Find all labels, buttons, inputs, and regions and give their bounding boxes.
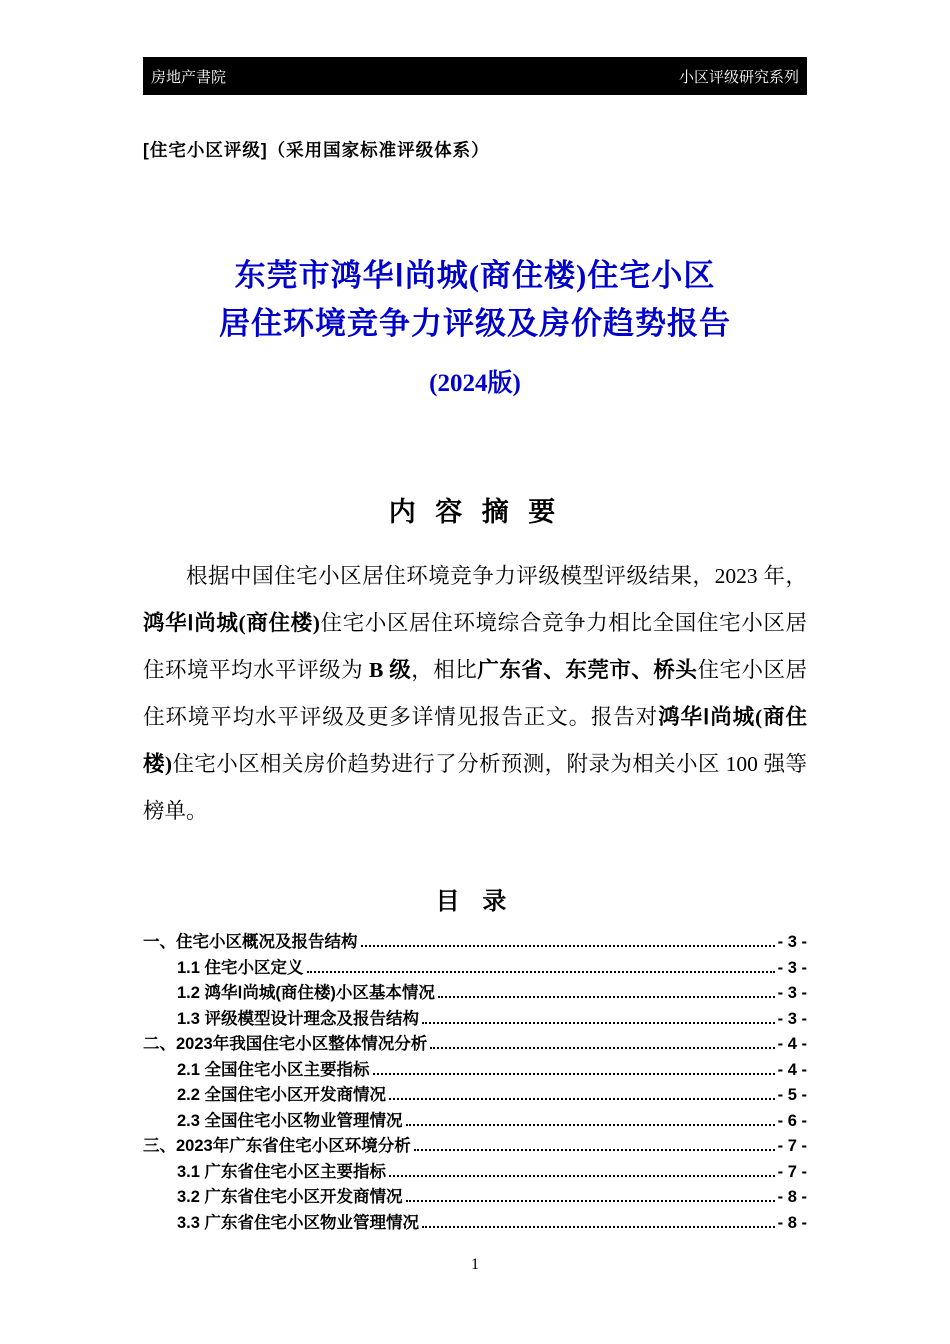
toc-entry-page: - 6 - xyxy=(777,1111,807,1130)
toc-entry-page: - 7 - xyxy=(777,1162,807,1181)
report-title-line-1: 东莞市鸿华Ⅰ尚城(商住楼)住宅小区 xyxy=(234,258,716,293)
toc-dot-leader xyxy=(361,945,775,947)
toc-dot-leader xyxy=(422,1226,775,1228)
toc-dot-leader xyxy=(307,971,775,973)
report-title-edition: (2024版) xyxy=(429,370,521,397)
toc-entry-page: - 7 - xyxy=(777,1137,807,1155)
toc-list xyxy=(143,930,807,1236)
page-header-bar xyxy=(143,57,807,95)
header-left-text: 房地产書院 xyxy=(151,68,227,86)
toc-dot-leader xyxy=(389,1098,775,1100)
toc-entry-label: 2.3 全国住宅小区物业管理情况 xyxy=(177,1111,403,1130)
toc-entry-label: 3.2 广东省住宅小区开发商情况 xyxy=(177,1188,403,1206)
summary-heading: 内 容 摘 要 xyxy=(388,497,562,527)
summary-paragraph: 根据中国住宅小区居住环境竞争力评级模型评级结果，2023 年，鸿华Ⅰ尚城(商住楼)住宅小区居住环境综合竞争力相比全国住宅小区居住环境平均水平评级为 B 级，相比广东省、东莞市、桥头住宅小区居住环境平均水平评级及更多详情见报告正文。报告对鸿华Ⅰ尚城(商住楼)住宅小区相关房价趋势进行了分析预测，附录为相关小区 100 强等榜单。 xyxy=(143,564,807,823)
toc-dot-leader xyxy=(373,1073,775,1075)
toc-entry[interactable] xyxy=(143,1160,807,1186)
toc-dot-leader xyxy=(438,996,775,998)
toc-entry[interactable] xyxy=(143,1007,807,1033)
toc-entry-label: 2.2 全国住宅小区开发商情况 xyxy=(177,1086,387,1104)
toc-heading: 目 录 xyxy=(435,888,515,915)
toc-entry-label: 3.1 广东省住宅小区主要指标 xyxy=(177,1162,387,1181)
toc-entry-page: - 4 - xyxy=(777,1060,807,1079)
toc-entry-page: - 3 - xyxy=(777,984,807,1002)
toc-entry[interactable] xyxy=(143,1134,807,1160)
toc-entry-page: - 3 - xyxy=(777,933,807,951)
toc-entry-page: - 8 - xyxy=(777,1188,807,1206)
toc-entry-label: 一、住宅小区概况及报告结构 xyxy=(143,933,358,951)
page-number-footer: 1 xyxy=(471,1256,479,1273)
toc-entry[interactable] xyxy=(143,1058,807,1084)
toc-entry-page: - 8 - xyxy=(777,1213,807,1232)
toc-dot-leader xyxy=(430,1047,774,1049)
toc-entry[interactable] xyxy=(143,1211,807,1237)
toc-entry[interactable] xyxy=(143,1083,807,1109)
toc-entry[interactable] xyxy=(143,1185,807,1211)
toc-entry[interactable] xyxy=(143,1032,807,1058)
report-title-block xyxy=(143,252,807,404)
toc-dot-leader xyxy=(406,1200,775,1202)
toc-dot-leader xyxy=(422,1022,775,1024)
toc-dot-leader xyxy=(389,1175,775,1177)
toc-entry-page: - 3 - xyxy=(777,958,807,977)
toc-entry-label: 1.2 鸿华Ⅰ尚城(商住楼)小区基本情况 xyxy=(177,984,435,1002)
toc-entry-label: 1.3 评级模型设计理念及报告结构 xyxy=(177,1009,420,1028)
toc-entry-label: 三、2023年广东省住宅小区环境分析 xyxy=(143,1137,411,1155)
toc-entry[interactable] xyxy=(143,981,807,1007)
toc-entry-label: 3.3 广东省住宅小区物业管理情况 xyxy=(177,1213,420,1232)
toc-entry-page: - 3 - xyxy=(777,1009,807,1028)
toc-entry-page: - 4 - xyxy=(777,1035,807,1053)
toc-entry[interactable] xyxy=(143,930,807,956)
header-right-text: 小区评级研究系列 xyxy=(678,68,799,86)
toc-entry-label: 1.1 住宅小区定义 xyxy=(177,958,304,977)
toc-entry-label: 2.1 全国住宅小区主要指标 xyxy=(177,1060,370,1079)
toc-dot-leader xyxy=(406,1124,775,1126)
toc-entry[interactable] xyxy=(143,1109,807,1135)
toc-entry[interactable] xyxy=(143,956,807,982)
report-tag: [住宅小区评级]（采用国家标准评级体系） xyxy=(143,140,490,160)
report-title-line-2: 居住环境竞争力评级及房价趋势报告 xyxy=(219,306,731,341)
toc-entry-page: - 5 - xyxy=(777,1086,807,1104)
toc-entry-label: 二、2023年我国住宅小区整体情况分析 xyxy=(143,1035,428,1053)
toc-dot-leader xyxy=(414,1149,775,1151)
